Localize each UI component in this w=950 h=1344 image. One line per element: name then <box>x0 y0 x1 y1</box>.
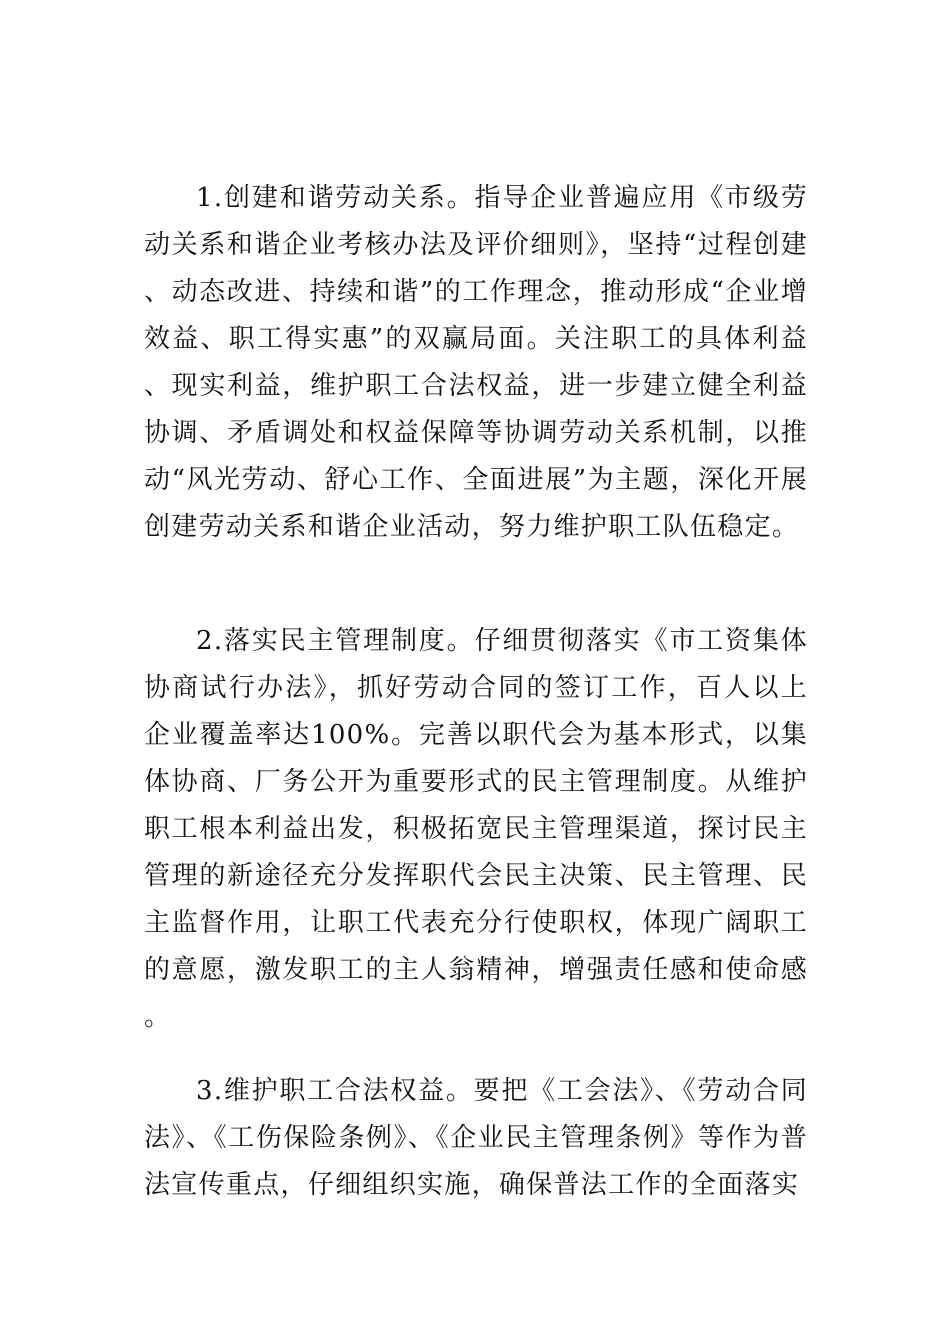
paragraph-democratic-management: 2.落实民主管理制度。仔细贯彻落实《市工资集体协商试行办法》，抓好劳动合同的签订工作，百人以上企业覆盖率达100%。完善以职代会为基本形式，以集体协商、厂务公开为重要形式的民主管理制度。从维护职工根本利益出发，积极拓宽民主管理渠道，探讨民主管理的新途径充分发挥职代会民主决策、民主管理、民主监督作用，让职工代表充分行使职权，体现广阔职工的意愿，激发职工的主人翁精神，增强责任感和使命感。 <box>144 626 808 1032</box>
paragraph-labor-relations: 1.创建和谐劳动关系。指导企业普遍应用《市级劳动关系和谐企业考核办法及评价细则》，坚持“过程创建、动态改进、持续和谐”的工作理念，推动形成“企业增效益、职工得实惠”的双赢局面。关注职工的具体利益、现实利益，维护职工合法权益，进一步建立健全利益协调、矛盾调处和权益保障等协调劳动关系机制，以推动“风光劳动、舒心工作、全面进展”为主题，深化开展创建劳动关系和谐企业活动，努力维护职工队伍稳定。 <box>144 183 808 542</box>
paragraph-worker-rights: 3.维护职工合法权益。要把《工会法》、《劳动合同法》、《工伤保险条例》、《企业民主管理条例》等作为普法宣传重点，仔细组织实施，确保普法工作的全面落实 <box>144 1076 808 1200</box>
